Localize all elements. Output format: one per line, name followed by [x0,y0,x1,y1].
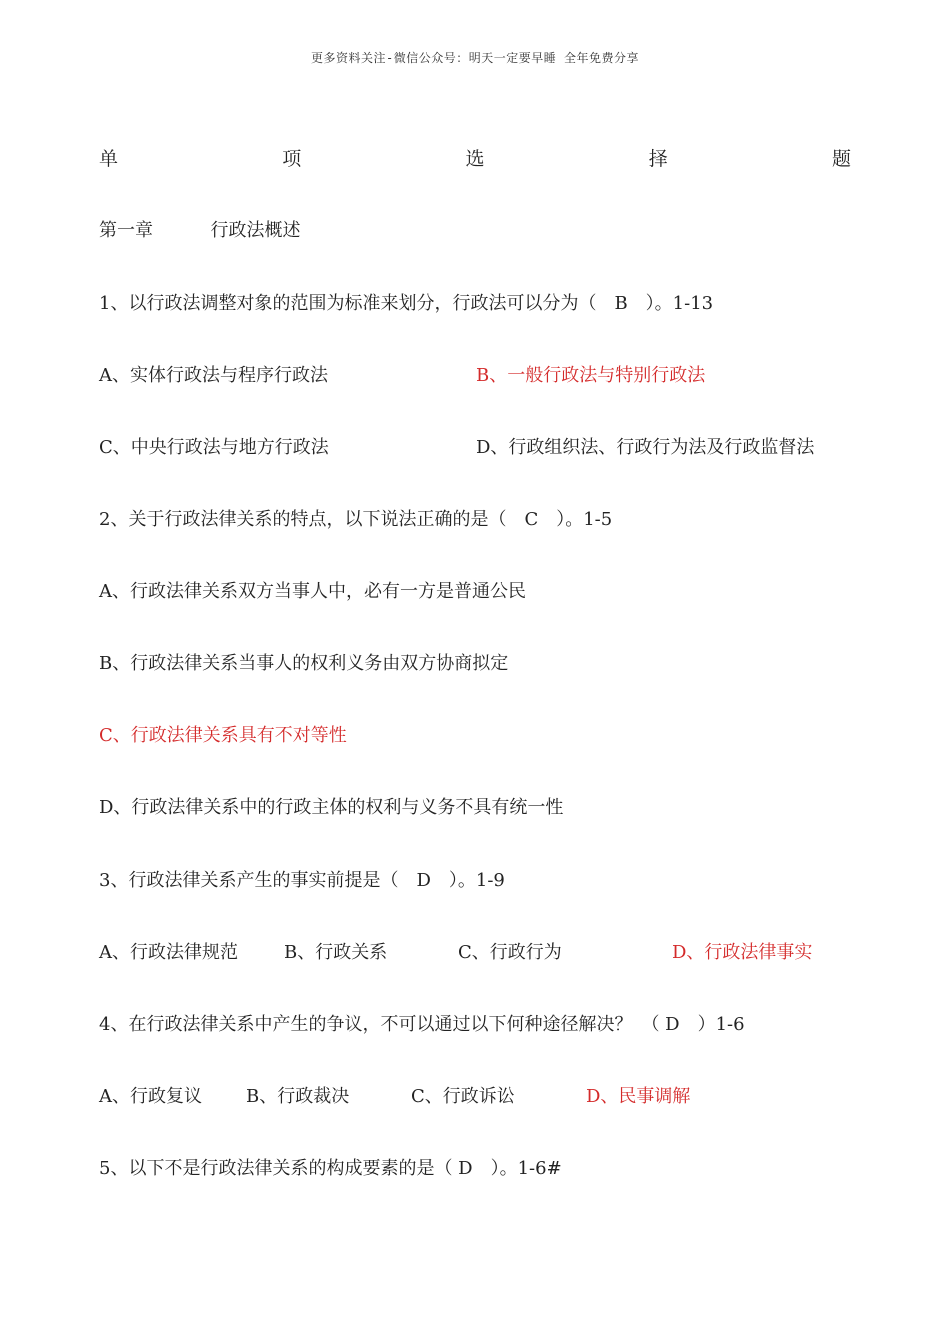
q2-option-c-answer: C、行政法律关系具有不对等性 [99,725,347,746]
q4-option-a: A、行政复议 [99,1086,202,1107]
page-header: 更多资料关注-微信公众号：明天一定要早睡 全年免费分享 [311,51,639,65]
q1-option-a: A、实体行政法与程序行政法 [99,365,328,386]
q1-option-c: C、中央行政法与地方行政法 [99,437,329,458]
chapter-name: 行政法概述 [210,220,301,241]
chapter-label: 第一章 [99,220,153,241]
question-4: 4、在行政法律关系中产生的争议，不可以通过以下何种途径解决？ （ D ）1-6 [99,1014,745,1035]
title-char: 单 [99,148,119,170]
title-char: 选 [465,148,485,170]
title-char: 项 [282,148,302,170]
q3-option-c: C、行政行为 [458,942,562,963]
q1-option-b-answer: B、一般行政法与特别行政法 [476,365,706,386]
q2-option-a: A、行政法律关系双方当事人中，必有一方是普通公民 [99,581,526,602]
q4-option-d-answer: D、民事调解 [586,1086,691,1107]
q3-option-d-answer: D、行政法律事实 [672,942,813,963]
q4-option-b: B、行政裁决 [246,1086,350,1107]
chapter-heading [99,216,300,242]
q4-option-c: C、行政诉讼 [411,1086,515,1107]
q2-option-d: D、行政法律关系中的行政主体的权利与义务不具有统一性 [99,797,564,818]
question-5: 5、以下不是行政法律关系的构成要素的是（ D ）。1-6# [99,1158,562,1179]
question-2: 2、关于行政法律关系的特点，以下说法正确的是（ C ）。1-5 [99,509,613,530]
question-1: 1、以行政法调整对象的范围为标准来划分，行政法可以分为（ B ）。1-13 [99,293,714,314]
q3-option-a: A、行政法律规范 [99,942,238,963]
question-3: 3、行政法律关系产生的事实前提是（ D ）。1-9 [99,870,505,891]
q2-option-b: B、行政法律关系当事人的权利义务由双方协商拟定 [99,653,509,674]
title-char: 择 [648,148,668,170]
section-title [99,144,851,171]
q3-option-b: B、行政关系 [284,942,388,963]
title-char: 题 [831,148,851,170]
q1-option-d: D、行政组织法、行政行为法及行政监督法 [476,437,815,458]
